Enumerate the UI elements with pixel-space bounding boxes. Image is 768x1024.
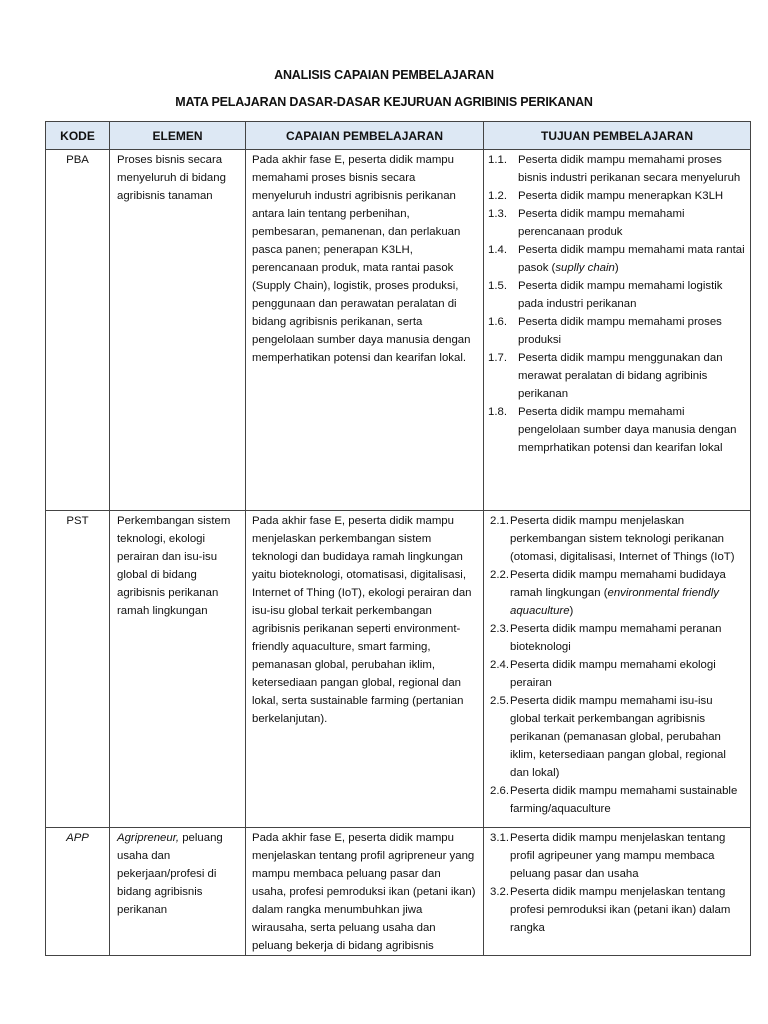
tujuan-list — [488, 151, 746, 457]
item-text-italic: environmental friendly aquaculture — [510, 587, 719, 617]
item-number: 2.1. — [490, 515, 509, 527]
item-number: 1.1. — [488, 154, 507, 166]
item-number: 2.3. — [490, 623, 509, 635]
item-number: 3.1. — [490, 832, 509, 844]
list-item — [488, 566, 746, 620]
cell-kode: PST — [46, 511, 110, 828]
table-row — [46, 828, 751, 956]
cell-elemen: Perkembangan sistem teknologi, ekologi perairan dan isu-isu global di bidang agribisnis perikanan ramah lingkungan — [110, 511, 246, 828]
item-text-italic: suplly chain — [555, 262, 615, 274]
item-number: 3.2. — [490, 886, 509, 898]
header-elemen: ELEMEN — [110, 122, 246, 150]
list-item — [488, 829, 746, 883]
cell-tujuan — [484, 150, 751, 511]
cell-capaian: Pada akhir fase E, peserta didik mampu memahami proses bisnis secara menyeluruh industri agribisnis perikanan antara lain tentang perbenihan, pembesaran, pemanenan, dan perlakuan pasca panen; penerapan K3LH, perencanaan produk, mata rantai pasok (Supply Chain), logistik, proses produksi, penggunaan dan perawatan peralatan di bidang agribisnis perikanan, serta pengelolaan sumber daya manusia dengan memperhatikan potensi dan kearifan lokal. — [246, 150, 484, 511]
table-row — [46, 150, 751, 511]
cell-elemen — [110, 828, 246, 956]
item-text: Peserta didik mampu memahami perencanaan produk — [518, 208, 685, 238]
analysis-table — [45, 121, 751, 956]
item-number: 1.3. — [488, 208, 507, 220]
list-item — [488, 512, 746, 566]
item-number: 1.5. — [488, 280, 507, 292]
list-item — [488, 313, 746, 349]
list-item — [488, 151, 746, 187]
list-item — [488, 403, 746, 457]
list-item — [488, 205, 746, 241]
elemen-text: peluang usaha dan pekerjaan/profesi di bidang agribisnis perikanan — [117, 832, 223, 916]
document-title: ANALISIS CAPAIAN PEMBELAJARAN — [274, 68, 494, 82]
item-number: 1.8. — [488, 406, 507, 418]
cell-capaian: Pada akhir fase E, peserta didik mampu menjelaskan tentang profil agripreneur yang mampu membaca peluang pasar dan usaha, profesi pemroduksi ikan (petani ikan) dalam rangka menumbuhkan jiwa wirausaha, serta peluang usaha dan peluang bekerja di bidang agribisnis — [246, 828, 484, 956]
list-item — [488, 620, 746, 656]
list-item — [488, 692, 746, 782]
item-text: Peserta didik mampu menjelaskan tentang profil agripeuner yang mampu membaca peluang pasar dan usaha — [510, 832, 726, 880]
item-text: Peserta didik mampu memahami proses bisnis industri perikanan secara menyeluruh — [518, 154, 741, 184]
cell-tujuan — [484, 828, 751, 956]
cell-tujuan — [484, 511, 751, 828]
item-text: Peserta didik mampu menjelaskan perkembangan sistem teknologi perikanan (otomasi, digitalisasi, Internet of Things (IoT) — [510, 515, 735, 563]
cell-capaian: Pada akhir fase E, peserta didik mampu menjelaskan perkembangan sistem teknologi dan budidaya ramah lingkungan yaitu bioteknologi, otomatisasi, digitalisasi, Internet of Thing (IoT), ekologi perairan dan isu-isu global terkait perkembangan agribisnis perikanan seperti environment-friendly aquaculture, smart farming, pemanasan global, perubahan iklim, ketersediaan pangan global, regional dan lokal, serta sustainable farming (pertanian berkelanjutan). — [246, 511, 484, 828]
item-text: Peserta didik mampu menggunakan dan merawat peralatan di bidang agribinis perikanan — [518, 352, 723, 400]
item-number: 1.7. — [488, 352, 507, 364]
cell-kode: APP — [46, 828, 110, 956]
cell-kode: PBA — [46, 150, 110, 511]
list-item — [488, 241, 746, 277]
list-item — [488, 883, 746, 937]
document-subtitle: MATA PELAJARAN DASAR-DASAR KEJURUAN AGRIBINIS PERIKANAN — [175, 95, 593, 109]
item-number: 1.6. — [488, 316, 507, 328]
list-item — [488, 187, 746, 205]
item-text: Peserta didik mampu menjelaskan tentang profesi pemroduksi ikan (petani ikan) dalam rangka — [510, 886, 731, 934]
item-text: Peserta didik mampu memahami peranan bioteknologi — [510, 623, 722, 653]
header-tujuan: TUJUAN PEMBELAJARAN — [484, 122, 751, 150]
item-text: Peserta didik mampu memahami isu-isu global terkait perkembangan agribisnis perikanan (pemanasan global, perubahan iklim, ketersediaan pangan global, regional dan lokal) — [510, 695, 726, 779]
item-number: 2.2. — [490, 569, 509, 581]
header-kode: KODE — [46, 122, 110, 150]
item-text-after: ) — [569, 605, 574, 617]
table-row — [46, 511, 751, 828]
item-text-after: ) — [614, 262, 619, 274]
tujuan-list — [488, 829, 746, 937]
item-text: Peserta didik mampu memahami ekologi perairan — [510, 659, 716, 689]
list-item — [488, 349, 746, 403]
item-text: Peserta didik mampu memahami pengelolaan sumber daya manusia dengan memprhatikan potensi dan kearifan lokal — [518, 406, 737, 454]
header-capaian: CAPAIAN PEMBELAJARAN — [246, 122, 484, 150]
elemen-italic: Agripreneur, — [117, 832, 180, 844]
item-text: Peserta didik mampu memahami mata rantai pasok ( — [518, 244, 745, 274]
item-text: Peserta didik mampu memahami sustainable farming/aquaculture — [510, 785, 738, 815]
item-text: Peserta didik mampu memahami proses produksi — [518, 316, 722, 346]
item-text: Peserta didik mampu memahami logistik pada industri perikanan — [518, 280, 723, 310]
item-number: 2.6. — [490, 785, 509, 797]
table-header-row — [46, 122, 751, 150]
cell-elemen: Proses bisnis secara menyeluruh di bidang agribisnis tanaman — [110, 150, 246, 511]
tujuan-list — [488, 512, 746, 818]
item-number: 2.4. — [490, 659, 509, 671]
item-text: Peserta didik mampu memahami budidaya ramah lingkungan ( — [510, 569, 726, 599]
item-number: 2.5. — [490, 695, 509, 707]
list-item — [488, 782, 746, 818]
list-item — [488, 277, 746, 313]
list-item — [488, 656, 746, 692]
item-text: Peserta didik mampu menerapkan K3LH — [518, 190, 724, 202]
item-number: 1.4. — [488, 244, 507, 256]
item-number: 1.2. — [488, 190, 507, 202]
